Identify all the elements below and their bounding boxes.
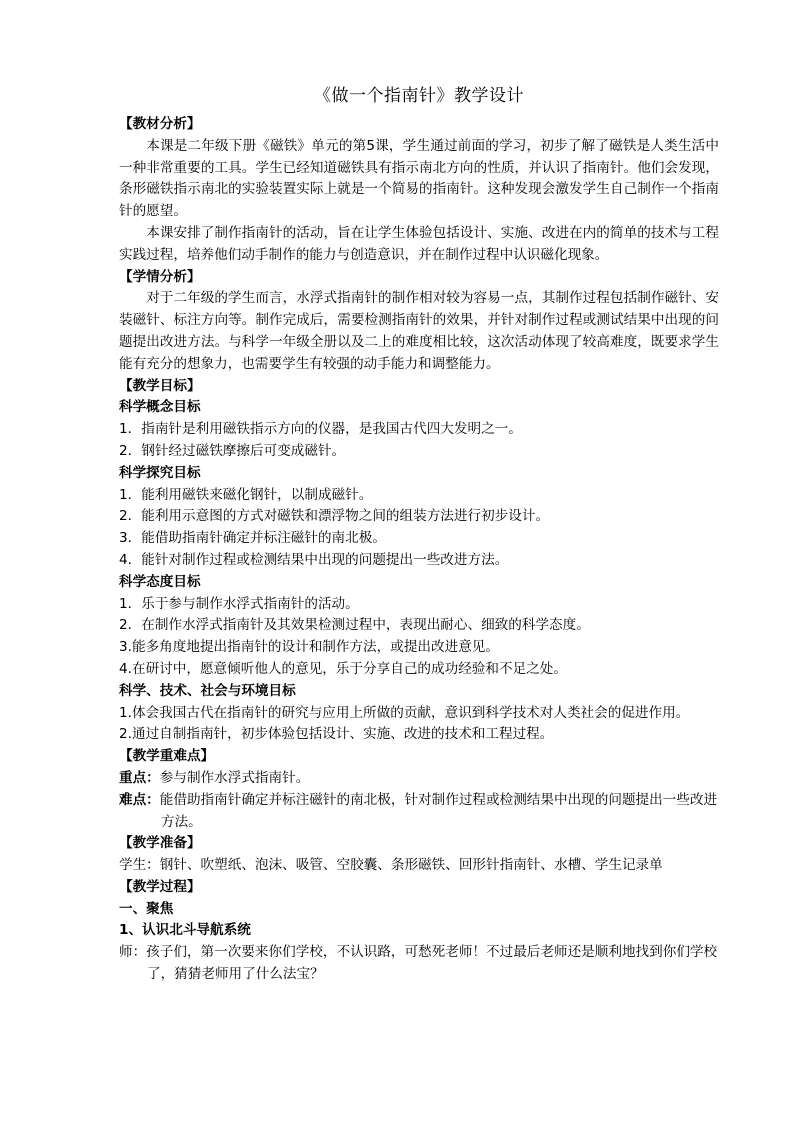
teacher-dialogue: 师：孩子们，第一次要来你们学校，不认识路，可愁死老师！不过最后老师还是顺利地找到你们学校了，猜猜老师用了什么法宝？ [119,944,718,983]
section-heading-goals: 【教学目标】 [119,377,201,394]
list-item: 4.在研讨中，愿意倾听他人的意见，乐于分享自己的成功经验和不足之处。 [119,660,567,677]
list-item: 1．能利用磁铁来磁化钢针，以制成磁针。 [119,486,373,503]
section-heading-material: 【教材分析】 [119,116,201,132]
process-part-heading: 一、聚焦 [119,900,174,917]
difficulty-line [119,790,719,834]
list-item: 3．能借助指南针确定并标注磁针的南北极。 [119,530,386,547]
material-paragraph-1: 本课是二年级下册《磁铁》单元的第5课，学生通过前面的学习，初步了解了磁铁是人类生活中一种非常重要的工具。学生已经知道磁铁具有指示南北方向的性质，并认识了指南针。他们会发现，条形磁铁指示南北的实验装置实际上就是一个简易的指南针。这种发现会激发学生自己制作一个指南针的愿望。 [119,137,719,220]
list-item: 2．钢针经过磁铁摩擦后可变成磁针。 [119,442,346,459]
section-heading-prep: 【教学准备】 [119,835,201,852]
material-paragraph-2: 本课安排了制作指南针的活动，旨在让学生体验包括设计、实施、改进在内的简单的技术与工程实践过程，培养他们动手制作的能力与创造意识，并在制作过程中认识磁化现象。 [119,224,719,263]
section-heading-learner: 【学情分析】 [119,268,201,285]
list-item: 1．乐于参与制作水浮式指南针的活动。 [119,595,359,612]
list-item: 1.体会我国古代在指南针的研究与应用上所做的贡献，意识到科学技术对人类社会的促进作用。 [119,704,690,721]
list-item: 2.通过自制指南针，初步体验包括设计、实施、改进的技术和工程过程。 [119,726,554,743]
subheading-attitude-goals: 科学态度目标 [119,573,201,590]
difficulty-label: 难点： [119,791,160,808]
list-item: 2．能利用示意图的方式对磁铁和漂浮物之间的组装方法进行初步设计。 [119,508,550,525]
list-item: 2．在制作水浮式指南针及其效果检测过程中，表现出耐心、细致的科学态度。 [119,617,590,634]
learner-paragraph: 对于二年级的学生而言，水浮式指南针的制作相对较为容易一点，其制作过程包括制作磁针、安装磁针、标注方向等。制作完成后，需要检测指南针的效果，并针对制作过程或测试结果中出现的问题提出改进方法。与科学一年级全册以及二上的难度相比较，这次活动体现了较高难度，既要求学生能有充分的想象力，也需要学生有较强的动手能力和调整能力。 [119,290,719,372]
prep-materials: 学生：钢针、吹塑纸、泡沫、吸管、空胶囊、条形磁铁、回形针指南针、水槽、学生记录单 [119,857,663,874]
subheading-concept-goals: 科学概念目标 [119,399,201,416]
subheading-inquiry-goals: 科学探究目标 [119,464,201,481]
process-step-heading: 1、认识北斗导航系统 [119,922,251,939]
document-title: 《做一个指南针》教学设计 [314,86,524,106]
key-point-line [119,768,719,790]
section-heading-key-points: 【教学重难点】 [119,748,215,765]
document-page [119,84,719,986]
key-point-label: 重点： [119,769,160,786]
list-item: 4．能针对制作过程或检测结果中出现的问题提出一些改进方法。 [119,551,509,568]
subheading-sts-goals: 科学、技术、社会与环境目标 [119,682,296,699]
key-point-text: 参与制作水浮式指南针。 [159,769,310,786]
list-item: 1．指南针是利用磁铁指示方向的仪器，是我国古代四大发明之一。 [119,421,522,438]
list-item: 3.能多角度地提出指南针的设计和制作方法，或提出改进意见。 [119,639,499,656]
difficulty-text: 能借助指南针确定并标注磁针的南北极，针对制作过程或检测结果中出现的问题提出一些改进方法。 [159,791,718,830]
section-heading-process: 【教学过程】 [119,878,201,895]
